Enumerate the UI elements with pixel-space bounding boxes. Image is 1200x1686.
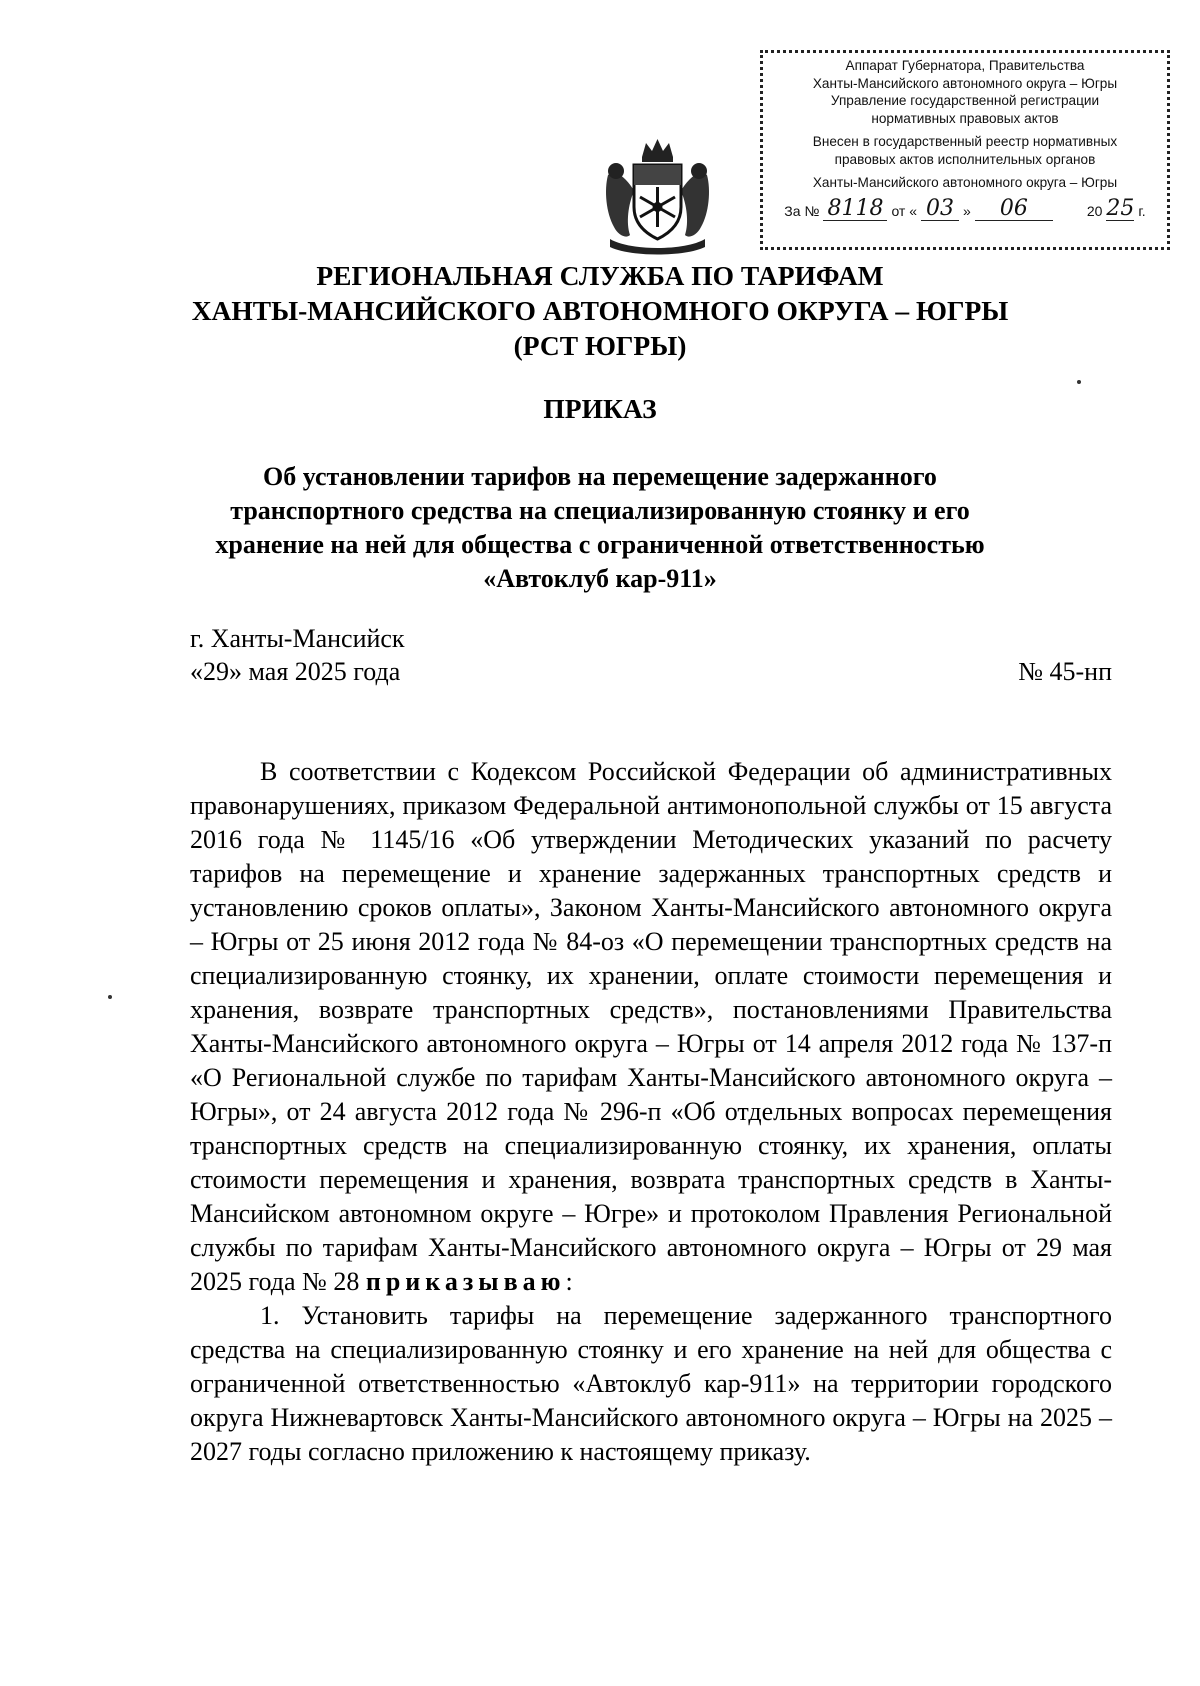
preamble-text: В соответствии с Кодексом Российской Федерации об административных правонарушениях, приказом Федеральной антимонопольной службы от 15 августа 2016 года № 1145/16 «Об утверждении Методических указаний по расчету тарифов на перемещение и хранение задержанных транспортных средств и установлению сроков оплаты», Законом Ханты-Мансийского автономного округа – Югры от 25 июня 2012 года № 84-оз «О перемещении транспортных средств на специализированную стоянку, их хранении, оплате стоимости перемещения и хранения, возврате транспортных средств», постановлениями Правительства Ханты-Мансийского автономного округа – Югры от 14 апреля 2012 года № 137-п «О Региональной службе по тарифам Ханты-Мансийского автономного округа – Югры», от 24 августа 2012 года № 296-п «Об отдельных вопросах перемещения транспортных средств на специализированную стоянку, их хранения, оплаты стоимости перемещения и хранения, возврата транспортных средств в Ханты-Мансийском автономном округе – Югре» и протоколом Правления Региональной службы по тарифам Ханты-Мансийского автономного округа – Югры от 29 мая 2025 года № 28 bbox=[190, 757, 1112, 1296]
header-line: РЕГИОНАЛЬНАЯ СЛУЖБА ПО ТАРИФАМ bbox=[316, 260, 884, 291]
scan-speck bbox=[108, 995, 112, 999]
stamp-line: Внесен в государственный реестр нормативных bbox=[812, 134, 1118, 149]
header-line: (РСТ ЮГРЫ) bbox=[513, 330, 687, 361]
order-place: г. Ханты-Мансийск bbox=[190, 624, 405, 653]
stamp-reg-sep: » bbox=[963, 203, 971, 219]
scan-speck bbox=[1077, 380, 1081, 384]
stamp-reg-number: 8118 bbox=[823, 198, 887, 221]
header-line: ХАНТЫ-МАНСИЙСКОГО АВТОНОМНОГО ОКРУГА – ЮГРЫ bbox=[191, 295, 1009, 326]
stamp-reg-day: 03 bbox=[921, 198, 959, 221]
stamp-line: Управление государственной регистрации bbox=[830, 93, 1100, 108]
body-paragraph bbox=[190, 755, 1112, 1299]
order-number: № 45-нп bbox=[1018, 657, 1112, 686]
body-paragraph: 1. Установить тарифы на перемещение задержанного транспортного средства на специализированную стоянку и его хранение на ней для общества с ограниченной ответственностью «Автоклуб кар-911» на территории городского округа Нижневартовск Ханты-Мансийского автономного округа – Югры на 2025 – 2027 годы согласно приложению к настоящему приказу. bbox=[190, 1301, 1112, 1466]
decree-word: приказываю bbox=[365, 1267, 566, 1296]
authority-header bbox=[150, 258, 1050, 363]
stamp-line: Ханты-Мансийского автономного округа – Югры bbox=[812, 75, 1118, 91]
stamp-line: Аппарат Губернатора, Правительства bbox=[845, 58, 1085, 73]
stamp-registration-line bbox=[767, 195, 1163, 221]
stamp-line: правовых актов исполнительных органов bbox=[834, 151, 1096, 167]
stamp-reg-suffix: г. bbox=[1138, 203, 1146, 219]
order-body bbox=[190, 755, 1112, 1469]
order-date: «29» мая 2025 года bbox=[190, 657, 401, 686]
order-subject: Об установлении тарифов на перемещение задержанного транспортного средства на специализированную стоянку и его хранение на ней для общества с ограниченной ответственностью «Автоклуб кар-911» bbox=[215, 462, 985, 593]
order-title: ПРИКАЗ bbox=[543, 393, 657, 424]
stamp-reg-prefix: За № bbox=[784, 203, 820, 219]
stamp-line: нормативных правовых актов bbox=[871, 110, 1059, 126]
registration-stamp bbox=[760, 50, 1170, 250]
stamp-reg-from: от « bbox=[891, 203, 918, 219]
stamp-line: Ханты-Мансийского автономного округа – Югры bbox=[812, 175, 1118, 190]
stamp-reg-year: 25 bbox=[1106, 195, 1135, 221]
stamp-reg-year-prefix: 20 bbox=[1086, 203, 1103, 219]
coat-of-arms-icon bbox=[600, 135, 715, 260]
decree-colon: : bbox=[565, 1267, 573, 1296]
stamp-reg-month: 06 bbox=[975, 198, 1053, 221]
